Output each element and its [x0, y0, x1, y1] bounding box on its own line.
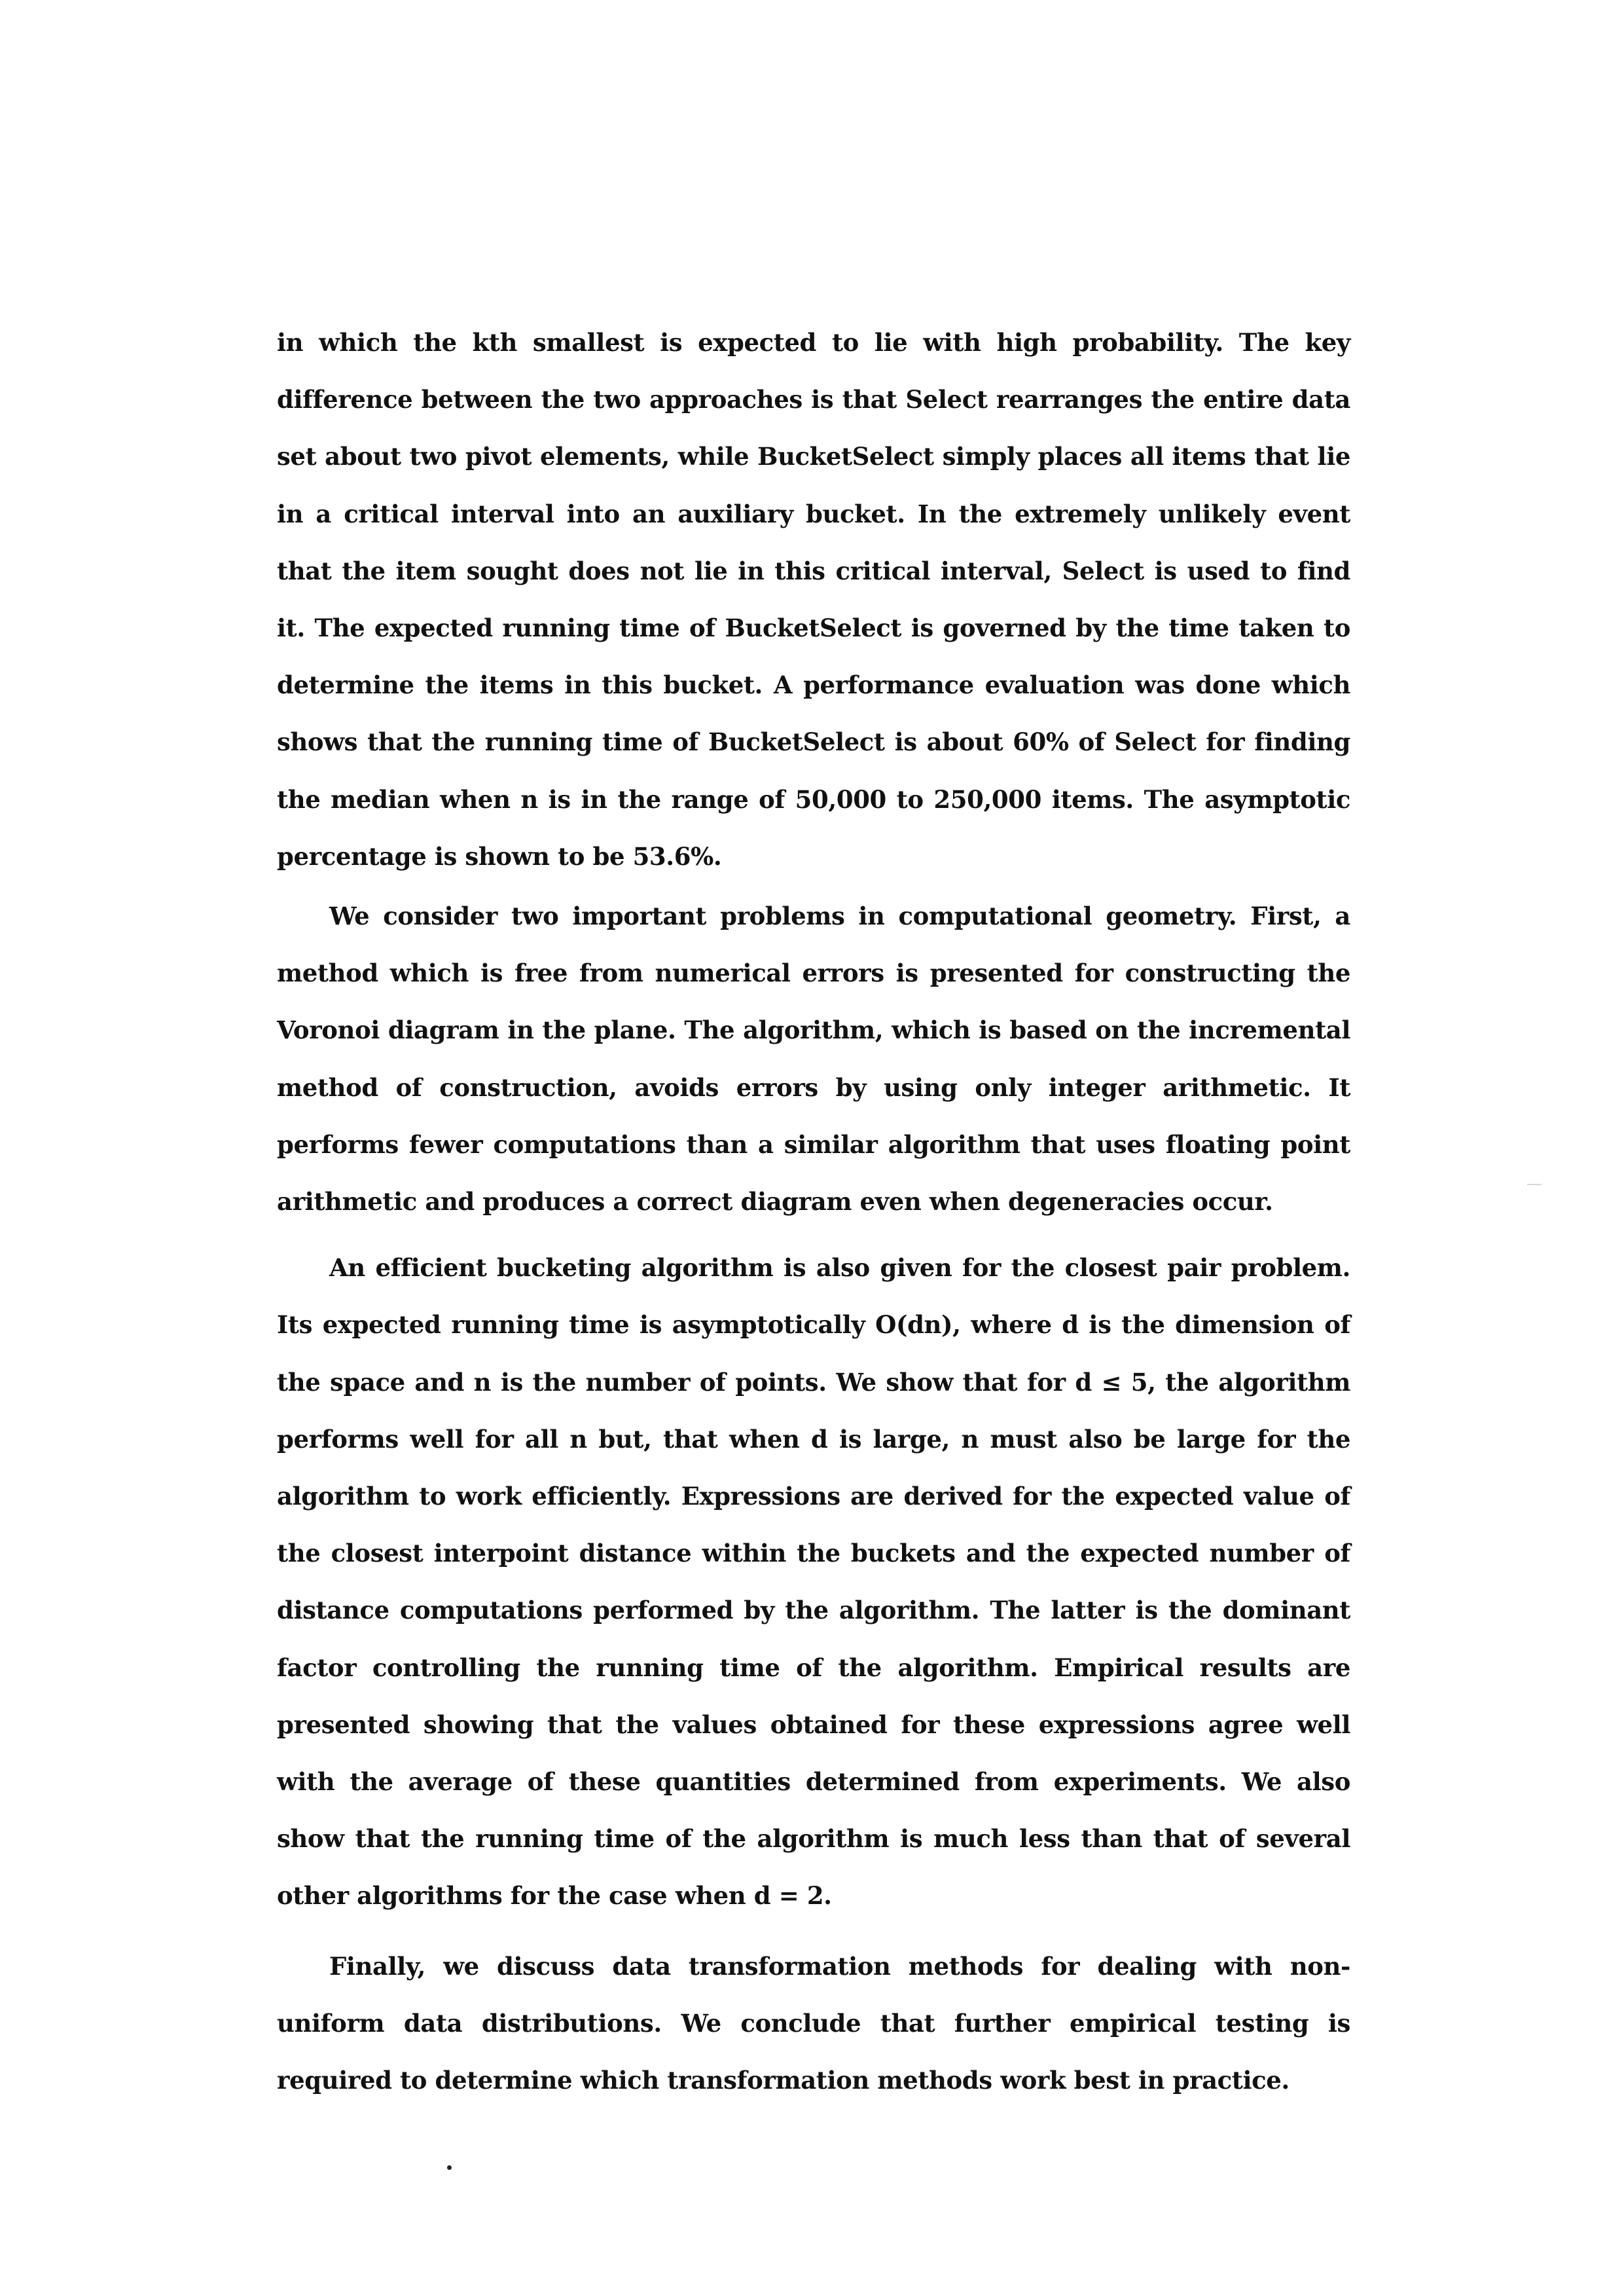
paragraph-selection-algorithms: in which the kth smallest is expected to lie with high probability. The key difference between the two approaches is that Select rearranges the entire data set about two pivot elements, while BucketSelect simply places all items that lie in a critical interval into an auxiliary bucket. In the extremely unlikely event that the item sought does not lie in this critical interval, Select is used to find it. The expected running time of BucketSelect is governed by the time taken to determine the items in this bucket. A performance evaluation was done which shows that the running time of BucketSelect is about 60% of Select for finding the median when n is in the range of 50,000 to 250,000 items. The asymptotic percentage is shown to be 53.6%. [277, 328, 1350, 871]
margin-mark [1527, 1184, 1542, 1185]
page-body [277, 314, 1350, 2109]
paragraph-closest-pair: An efficient bucketing algorithm is also given for the closest pair problem. Its expected running time is asymptotically O(dn), where d is the dimension of the space and n is the number of points. We show that for d ≤ 5, the algorithm performs well for all n but, that when d is large, n must also be large for the algorithm to work efficiently. Expressions are derived for the expected value of the closest interpoint distance within the buckets and the expected number of distance computations performed by the algorithm. The latter is the dominant factor controlling the running time of the algorithm. Empirical results are presented showing that the values obtained for these expressions agree well with the average of these quantities determined from experiments. We also show that the running time of the algorithm is much less than that of several other algorithms for the case when d = 2. [277, 1253, 1350, 1911]
paragraph-voronoi: We consider two important problems in computational geometry. First, a method which is free from numerical errors is presented for constructing the Voronoi diagram in the plane. The algorithm, which is based on the incremental method of construction, avoids errors by using only integer arithmetic. It performs fewer computations than a similar algorithm that uses floating point arithmetic and produces a correct diagram even when degeneracies occur. [277, 902, 1350, 1217]
scan-speck [447, 2165, 452, 2170]
paragraph-conclusion: Finally, we discuss data transformation methods for dealing with non-uniform data distributions. We conclude that further empirical testing is required to determine which transformation methods work best in practice. [277, 1951, 1350, 2095]
